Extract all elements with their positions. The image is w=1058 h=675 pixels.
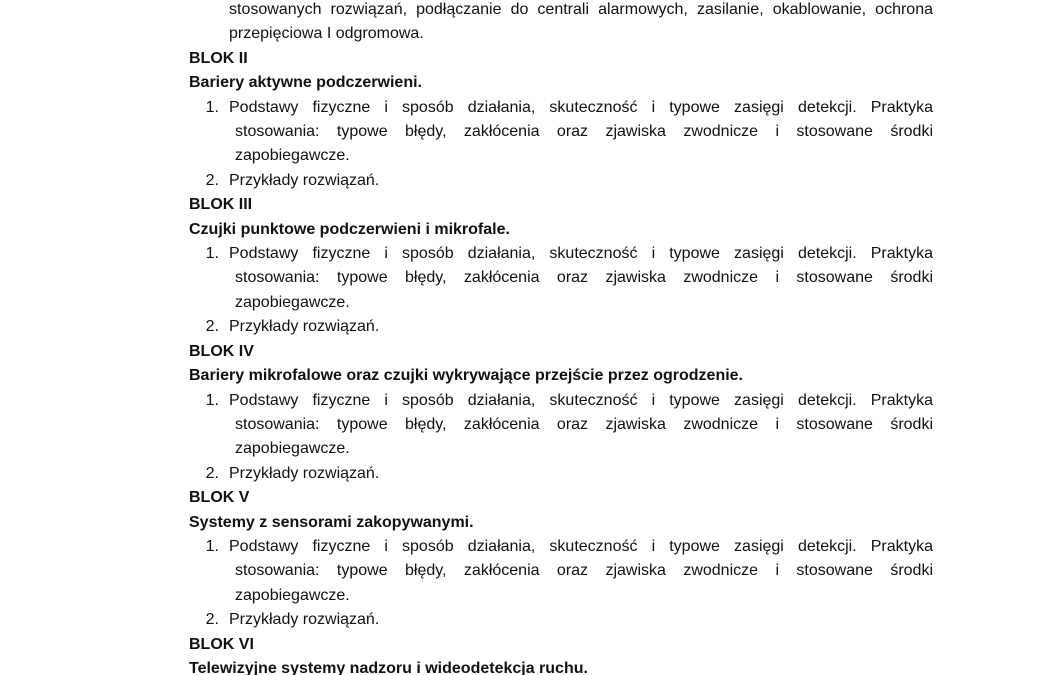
list-item-first-line: Podstawy fizyczne i sposób działania, skuteczność i typowe zasięgi detekcji. Praktyka (229, 391, 933, 409)
list-item-number: 1. (205, 245, 219, 263)
list-item-first-line: Podstawy fizyczne i sposób działania, skuteczność i typowe zasięgi detekcji. Praktyka (229, 537, 933, 555)
block-label: BLOK II (189, 49, 248, 67)
list-item-number: 2. (205, 171, 219, 189)
list-item (189, 169, 933, 193)
list-item-text (229, 608, 933, 632)
list-item-text (229, 169, 933, 193)
block-section (189, 633, 933, 675)
list-item-number: 2. (205, 464, 219, 482)
list-item-continuation: stosowania: typowe błędy, zakłócenia oraz zjawiska zwodnicze i stosowane środki zapobiegawcze. (235, 562, 933, 604)
block-title: Systemy z sensorami zakopywanymi. (189, 513, 474, 531)
list-item-first-line: Przykłady rozwiązań. (229, 171, 380, 189)
block-label: BLOK IV (189, 342, 254, 360)
list-item (189, 535, 933, 608)
block-label: BLOK V (189, 489, 250, 507)
list-item (189, 462, 933, 486)
list-item-number: 1. (205, 537, 219, 555)
list-item-number: 1. (205, 391, 219, 409)
list-item-continuation: stosowania: typowe błędy, zakłócenia oraz zjawiska zwodnicze i stosowane środki zapobiegawcze. (235, 415, 933, 458)
block-section (189, 340, 933, 486)
block-title: Telewizyjne systemy nadzoru i wideodetekcja ruchu. (189, 659, 588, 675)
list-item (189, 242, 933, 315)
document-content (189, 0, 933, 675)
block-label: BLOK VI (189, 635, 254, 653)
list-item (189, 315, 933, 339)
block-section (189, 486, 933, 632)
list-item (189, 96, 933, 169)
list-item-continuation: stosowania: typowe błędy, zakłócenia oraz zjawiska zwodnicze i stosowane środki zapobiegawcze. (235, 269, 933, 311)
list-item-first-line: Przykłady rozwiązań. (229, 318, 380, 336)
continuation-paragraph: stosowanych rozwiązań, podłączanie do centrali alarmowych, zasilanie, okablowanie, ochrona przepięciowa I odgromowa. (229, 1, 933, 43)
block-section (189, 193, 933, 339)
list-item-number: 2. (205, 318, 219, 336)
list-item-number: 2. (205, 611, 219, 629)
list-item-text (229, 242, 933, 315)
list-item-text (229, 389, 933, 462)
list-item-text (229, 535, 933, 608)
list-item-first-line: Podstawy fizyczne i sposób działania, skuteczność i typowe zasięgi detekcji. Praktyka (229, 98, 933, 116)
list-item-continuation: stosowania: typowe błędy, zakłócenia oraz zjawiska zwodnicze i stosowane środki zapobiegawcze. (235, 123, 933, 165)
list-item-first-line: Przykłady rozwiązań. (229, 464, 380, 482)
block-section (189, 47, 933, 193)
list-item (189, 389, 933, 462)
block-title: Bariery aktywne podczerwieni. (189, 74, 422, 92)
block-title: Czujki punktowe podczerwieni i mikrofale. (189, 220, 510, 238)
list-item (189, 608, 933, 632)
block-title: Bariery mikrofalowe oraz czujki wykrywające przejście przez ogrodzenie. (189, 367, 743, 385)
list-item-text (229, 96, 933, 169)
list-item-number: 1. (205, 98, 219, 116)
list-item-text (229, 315, 933, 339)
list-item-text (229, 462, 933, 486)
block-label: BLOK III (189, 196, 253, 214)
list-item-first-line: Podstawy fizyczne i sposób działania, skuteczność i typowe zasięgi detekcji. Praktyka (229, 245, 933, 263)
list-item-first-line: Przykłady rozwiązań. (229, 611, 380, 629)
